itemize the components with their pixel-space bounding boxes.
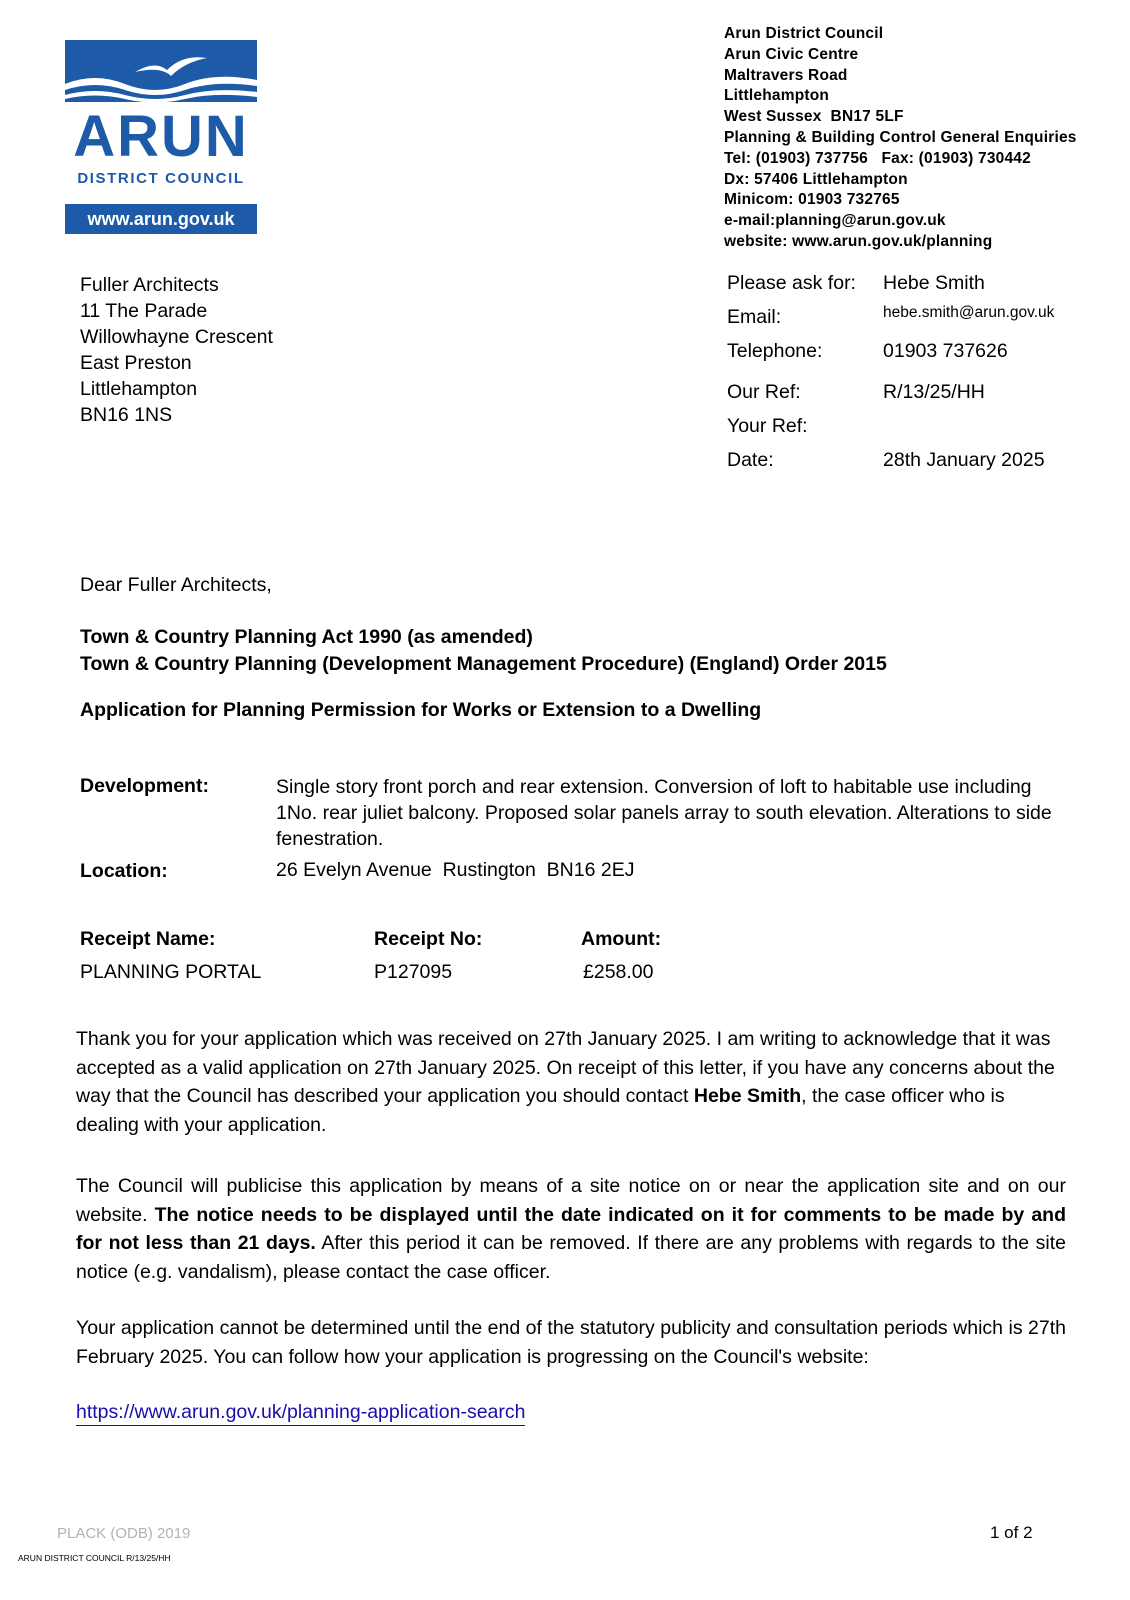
amount-value: £258.00 xyxy=(583,961,654,983)
council-address-line: Planning & Building Control General Enquiries xyxy=(724,128,1077,146)
council-address-line: West Sussex BN17 5LF xyxy=(724,108,904,126)
our-ref-label: Our Ref: xyxy=(727,381,801,403)
receipt-no-label: Receipt No: xyxy=(374,928,483,950)
act-heading: Town & Country Planning (Development Management Procedure) (England) Order 2015 xyxy=(80,653,887,675)
recipient-line: Willowhayne Crescent xyxy=(80,326,273,348)
location-label: Location: xyxy=(80,860,168,882)
council-address-line: Tel: (01903) 737756 Fax: (01903) 730442 xyxy=(724,149,1031,167)
notice-emphasis: The notice needs to be displayed until the date indicated on it for comments to be made by and for not less than 21 days. xyxy=(76,1203,1066,1254)
council-address-line: Arun Civic Centre xyxy=(724,45,859,63)
recipient-address xyxy=(80,272,273,428)
recipient-line: Fuller Architects xyxy=(80,274,219,296)
telephone-label: Telephone: xyxy=(727,340,823,362)
paragraph-text: Thank you for your application which was received on 27th January 2025. I am writing to acknowledge that it was accepted as a valid application on 27th January 2025. On receipt of this letter, if you have any concerns about the way that the Council has described your application you should contact xyxy=(76,1028,1055,1107)
determination-paragraph: Your application cannot be determined until the end of the statutory publicity and consultation periods which is 27th February 2025. You can follow how your application is progressing on the Council's website: xyxy=(76,1317,1066,1368)
site-notice-paragraph xyxy=(76,1172,1066,1286)
email-label: Email: xyxy=(727,306,782,328)
form-code: PLACK (ODB) 2019 xyxy=(57,1525,191,1542)
our-ref-value: R/13/25/HH xyxy=(883,381,985,403)
ask-for-label: Please ask for: xyxy=(727,272,856,294)
council-address-line: Maltravers Road xyxy=(724,66,848,84)
council-logo xyxy=(65,40,257,233)
council-address-line: Littlehampton xyxy=(724,87,830,105)
logo-url: www.arun.gov.uk xyxy=(65,204,257,234)
planning-search-link[interactable]: https://www.arun.gov.uk/planning-application-search xyxy=(76,1401,525,1426)
page-number: 1 of 2 xyxy=(990,1523,1033,1542)
amount-label: Amount: xyxy=(581,928,662,950)
development-description: Single story front porch and rear extension. Conversion of loft to habitable use including 1No. rear juliet balcony. Proposed solar panels array to south elevation. Alterations to side fenestration. xyxy=(276,776,1052,850)
footer-reference: ARUN DISTRICT COUNCIL R/13/25/HH xyxy=(18,1553,171,1563)
council-address-line: website: www.arun.gov.uk/planning xyxy=(724,232,993,250)
email-value: hebe.smith@arun.gov.uk xyxy=(883,304,1055,321)
seagull-waves-icon xyxy=(65,40,257,102)
recipient-line: BN16 1NS xyxy=(80,404,173,426)
date-label: Date: xyxy=(727,449,774,471)
recipient-line: Littlehampton xyxy=(80,378,198,400)
paragraph-text: The Council will publicise this application by means of a site notice on or near the application site and on our website. xyxy=(76,1175,1066,1226)
council-address-line: e-mail:planning@arun.gov.uk xyxy=(724,212,946,230)
council-address-line: Dx: 57406 Littlehampton xyxy=(724,170,908,188)
paragraph-text: , the case officer who is dealing with your application. xyxy=(76,1085,1005,1136)
paragraph-text: After this period it can be removed. If there are any problems with regards to the site notice (e.g. vandalism), please contact the case officer. xyxy=(76,1232,1066,1283)
your-ref-label: Your Ref: xyxy=(727,415,808,437)
location-value: 26 Evelyn Avenue Rustington BN16 2EJ xyxy=(276,859,635,881)
acknowledgement-paragraph xyxy=(76,1025,1066,1139)
telephone-value: 01903 737626 xyxy=(883,340,1008,362)
application-type-heading: Application for Planning Permission for Works or Extension to a Dwelling xyxy=(80,699,762,721)
receipt-no-value: P127095 xyxy=(374,961,453,983)
logo-subtitle: DISTRICT COUNCIL xyxy=(77,170,245,187)
logo-wordmark: ARUN xyxy=(73,104,249,169)
recipient-line: 11 The Parade xyxy=(80,300,208,322)
receipt-name-label: Receipt Name: xyxy=(80,928,216,950)
development-label: Development: xyxy=(80,775,209,797)
receipt-name-value: PLANNING PORTAL xyxy=(80,961,262,983)
salutation: Dear Fuller Architects, xyxy=(80,574,272,596)
case-officer-name: Hebe Smith xyxy=(693,1085,802,1107)
council-address-line: Arun District Council xyxy=(724,25,884,42)
legislation-headings xyxy=(80,624,887,678)
council-address-block xyxy=(724,24,1077,253)
recipient-line: East Preston xyxy=(80,352,192,374)
act-heading: Town & Country Planning Act 1990 (as amended) xyxy=(80,626,533,648)
date-value: 28th January 2025 xyxy=(883,449,1045,471)
council-address-line: Minicom: 01903 732765 xyxy=(724,191,900,209)
ask-for-value: Hebe Smith xyxy=(883,272,985,294)
